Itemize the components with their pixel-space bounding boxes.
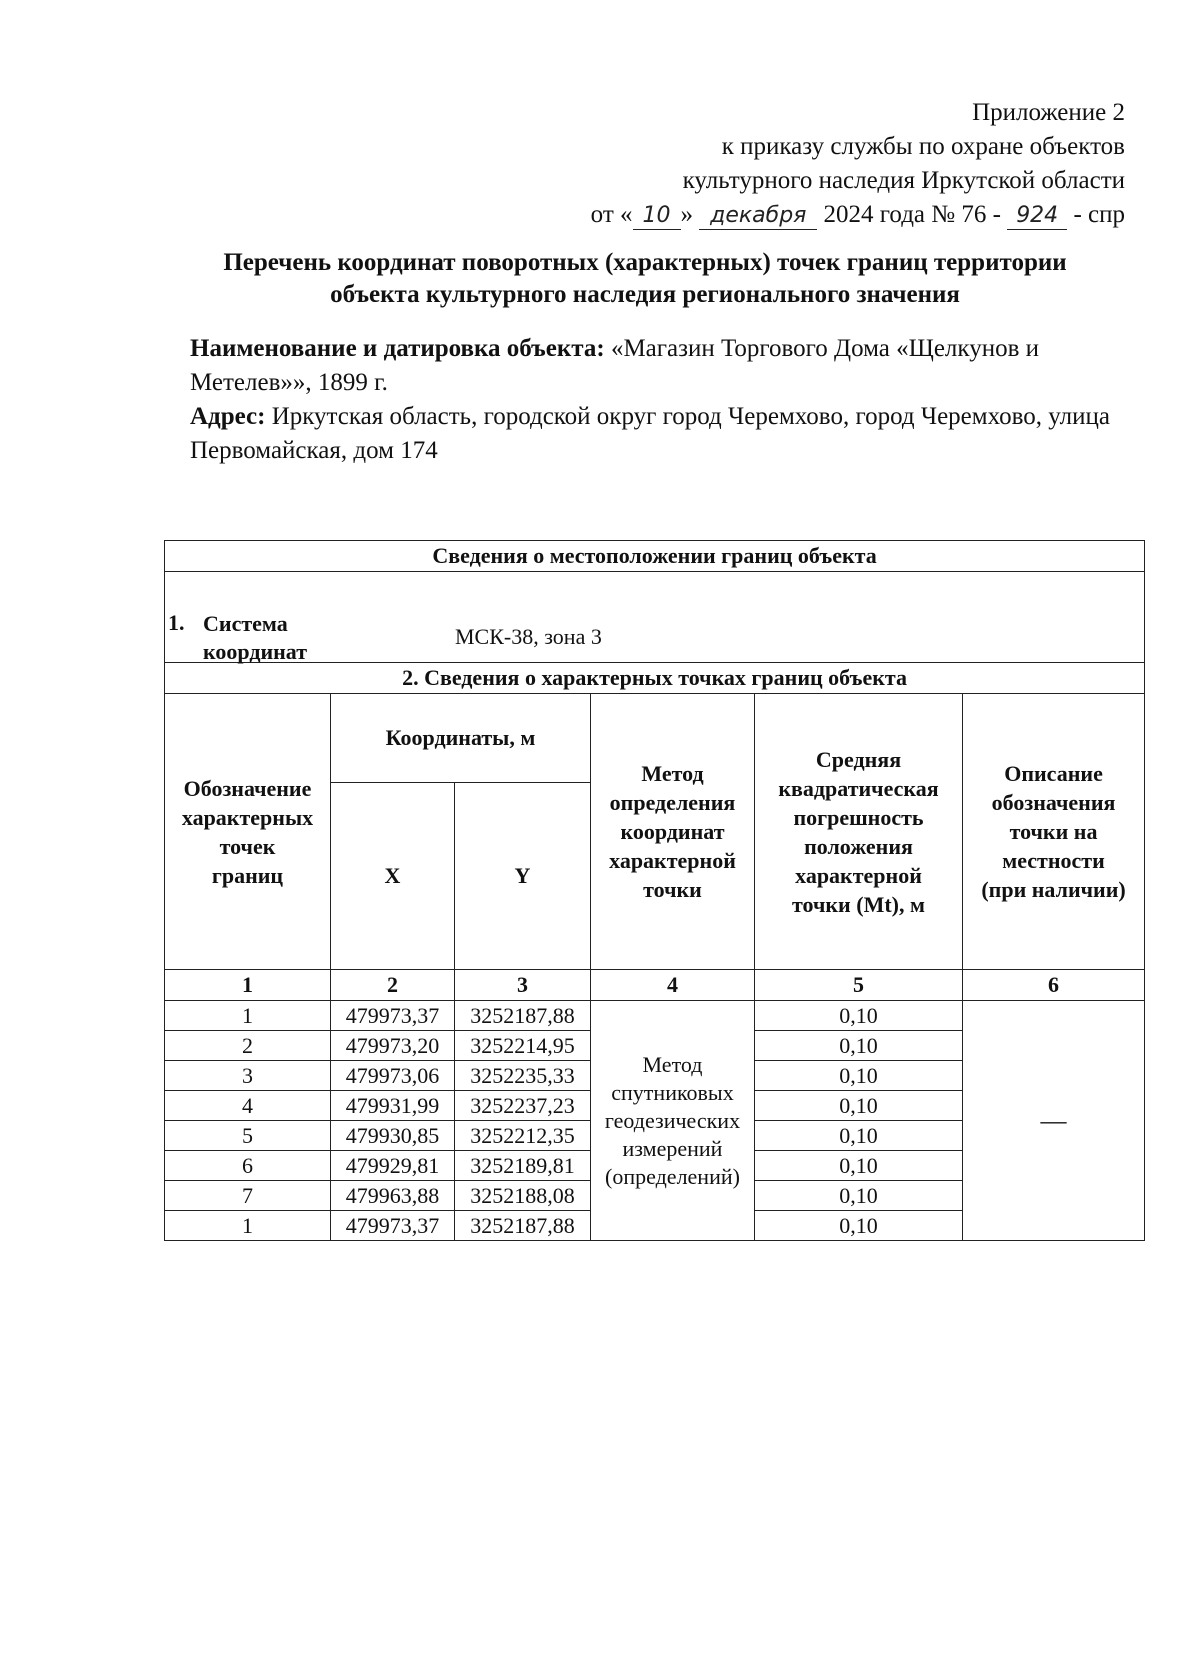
col-point-line-4: границ bbox=[211, 862, 284, 888]
col-desc-line-4: местности bbox=[1002, 848, 1105, 873]
appendix-line-1: Приложение 2 bbox=[972, 99, 1125, 126]
col-desc-line-1: Описание bbox=[1004, 761, 1103, 786]
method-line-5: (определений) bbox=[605, 1163, 740, 1189]
title-line-1: Перечень координат поворотных (характерных) точек границ территории bbox=[223, 249, 1067, 276]
col-header-description bbox=[963, 694, 1145, 970]
col-header-coords: Координаты, м bbox=[331, 694, 591, 783]
description-cell: — bbox=[963, 1001, 1145, 1241]
col-method-line-1: Метод bbox=[641, 761, 704, 786]
date-prefix: от « bbox=[590, 201, 633, 228]
point-id: 1 bbox=[165, 1211, 331, 1241]
mt-value: 0,10 bbox=[755, 1181, 963, 1211]
col-method-line-4: характерной bbox=[609, 848, 736, 873]
coord-x: 479973,20 bbox=[331, 1031, 455, 1061]
object-name-label: Наименование и датировка объекта: bbox=[190, 335, 605, 362]
coord-x: 479973,37 bbox=[331, 1211, 455, 1241]
coordinates-table bbox=[164, 540, 1145, 1241]
point-id: 5 bbox=[165, 1121, 331, 1151]
object-address bbox=[190, 400, 1140, 468]
coord-x: 479929,81 bbox=[331, 1151, 455, 1181]
point-id: 3 bbox=[165, 1061, 331, 1091]
coordinate-system-cell bbox=[165, 572, 1145, 663]
point-id: 7 bbox=[165, 1181, 331, 1211]
mt-value: 0,10 bbox=[755, 1091, 963, 1121]
mt-value: 0,10 bbox=[755, 1211, 963, 1241]
coord-system-number: 1. bbox=[168, 610, 185, 635]
section1-title: Сведения о местоположении границ объекта bbox=[165, 541, 1145, 572]
appendix-line-2: к приказу службы по охране объектов bbox=[721, 133, 1125, 160]
col-method-line-2: определения bbox=[609, 790, 736, 815]
object-address-value: Иркутская область, городской округ город Черемхово, город Черемхово, улица Первомайская, дом 174 bbox=[190, 403, 1110, 464]
column-number: 1 bbox=[165, 970, 331, 1001]
col-point-line-3: точек bbox=[219, 833, 276, 859]
appendix-date-line bbox=[425, 198, 1125, 232]
date-suffix: - спр bbox=[1073, 201, 1125, 228]
method-cell bbox=[591, 1001, 755, 1241]
coord-y: 3252235,33 bbox=[455, 1061, 591, 1091]
column-number-row bbox=[165, 970, 1145, 1001]
object-name-value: «Магазин Торгового Дома «Щелкунов и Метелев»», 1899 г. bbox=[190, 335, 1040, 396]
col-desc-line-5: (при наличии) bbox=[981, 877, 1126, 902]
coord-system-value: МСК-38, зона 3 bbox=[455, 624, 602, 649]
coord-y: 3252187,88 bbox=[455, 1211, 591, 1241]
object-info bbox=[190, 332, 1140, 468]
column-number: 6 bbox=[963, 970, 1145, 1001]
point-id: 4 bbox=[165, 1091, 331, 1121]
col-desc-line-2: обозначения bbox=[991, 790, 1116, 815]
mt-value: 0,10 bbox=[755, 1061, 963, 1091]
object-address-label: Адрес: bbox=[190, 403, 266, 430]
col-error-line-2: квадратическая bbox=[778, 775, 939, 801]
coord-y: 3252212,35 bbox=[455, 1121, 591, 1151]
col-header-method bbox=[591, 694, 755, 970]
col-method-line-3: координат bbox=[620, 819, 725, 844]
method-line-4: измерений bbox=[622, 1135, 723, 1161]
col-header-point bbox=[165, 694, 331, 970]
column-number: 4 bbox=[591, 970, 755, 1001]
column-number: 3 bbox=[455, 970, 591, 1001]
col-error-line-1: Средняя bbox=[815, 746, 902, 772]
col-error-line-3: погрешность bbox=[793, 804, 924, 830]
mt-value: 0,10 bbox=[755, 1001, 963, 1031]
column-number: 2 bbox=[331, 970, 455, 1001]
coord-x: 479963,88 bbox=[331, 1181, 455, 1211]
table-row bbox=[165, 1001, 1145, 1031]
date-year-text: 2024 года № 76 - bbox=[823, 201, 1001, 228]
document-title bbox=[150, 247, 1140, 311]
appendix-header bbox=[425, 96, 1125, 232]
point-id: 2 bbox=[165, 1031, 331, 1061]
title-line-2: объекта культурного наследия регионального значения bbox=[330, 281, 960, 308]
method-line-2: спутниковых bbox=[611, 1079, 734, 1105]
coord-x: 479973,06 bbox=[331, 1061, 455, 1091]
date-mid: » bbox=[680, 201, 694, 228]
coord-y: 3252187,88 bbox=[455, 1001, 591, 1031]
point-id: 6 bbox=[165, 1151, 331, 1181]
col-header-x: X bbox=[331, 783, 455, 970]
column-number: 5 bbox=[755, 970, 963, 1001]
object-name bbox=[190, 332, 1140, 400]
coord-x: 479973,37 bbox=[331, 1001, 455, 1031]
col-desc-line-3: точки на bbox=[1009, 819, 1098, 844]
coord-x: 479931,99 bbox=[331, 1091, 455, 1121]
coord-y: 3252214,95 bbox=[455, 1031, 591, 1061]
col-point-line-2: характерных bbox=[181, 804, 314, 830]
handwritten-month: декабря bbox=[699, 203, 817, 230]
handwritten-day: 10 bbox=[633, 203, 681, 230]
method-line-1: Метод bbox=[642, 1051, 703, 1077]
mt-value: 0,10 bbox=[755, 1151, 963, 1181]
coord-system-label-2: координат bbox=[203, 639, 308, 664]
mt-value: 0,10 bbox=[755, 1121, 963, 1151]
handwritten-number: 924 bbox=[1007, 203, 1067, 230]
col-point-line-1: Обозначение bbox=[183, 775, 312, 801]
col-error-line-6: точки (Mt), м bbox=[792, 891, 925, 917]
coord-y: 3252188,08 bbox=[455, 1181, 591, 1211]
col-error-line-5: характерной bbox=[795, 862, 922, 888]
coord-x: 479930,85 bbox=[331, 1121, 455, 1151]
coord-system-label bbox=[203, 610, 307, 666]
col-header-error bbox=[755, 694, 963, 970]
col-error-line-4: положения bbox=[804, 833, 913, 859]
coord-y: 3252189,81 bbox=[455, 1151, 591, 1181]
point-id: 1 bbox=[165, 1001, 331, 1031]
col-method-line-5: точки bbox=[643, 877, 702, 902]
section2-title: 2. Сведения о характерных точках границ объекта bbox=[165, 663, 1145, 694]
coord-system-label-1: Система bbox=[203, 611, 288, 636]
col-header-y: Y bbox=[455, 783, 591, 970]
mt-value: 0,10 bbox=[755, 1031, 963, 1061]
method-line-3: геодезических bbox=[604, 1107, 741, 1133]
appendix-line-3: культурного наследия Иркутской области bbox=[682, 167, 1125, 194]
coord-y: 3252237,23 bbox=[455, 1091, 591, 1121]
coord-system-underline bbox=[455, 662, 1127, 663]
